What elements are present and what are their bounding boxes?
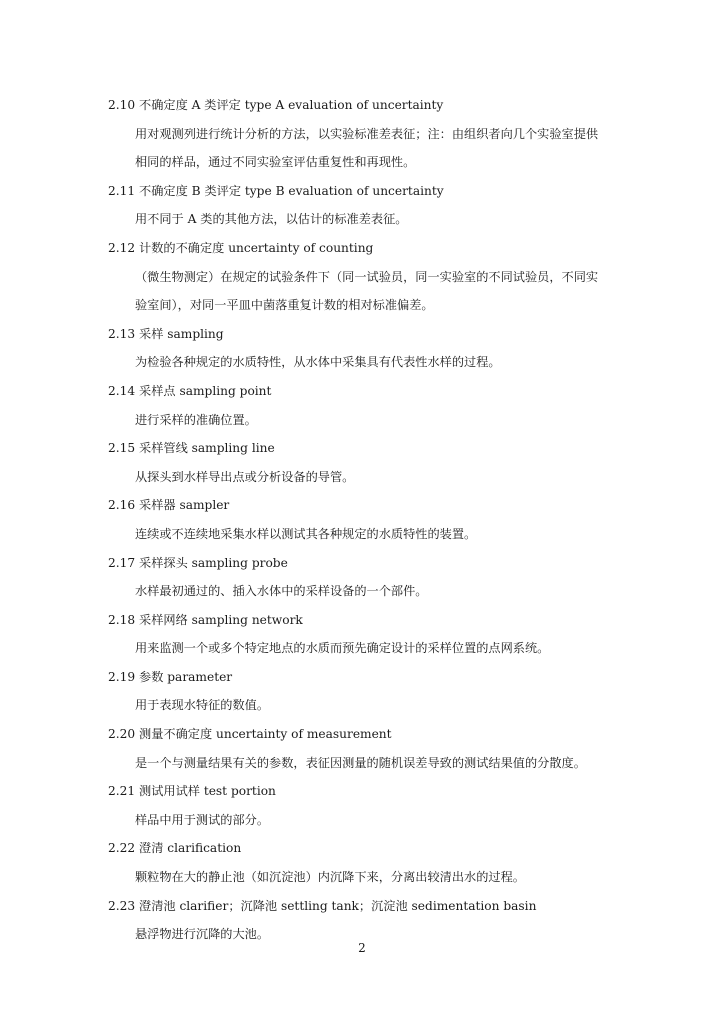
entry-heading: 2.11 不确定度 B 类评定 type B evaluation of uncertainty <box>108 183 444 198</box>
entry-heading: 2.22 澄清 clarification <box>108 841 242 856</box>
entry-definition-line: 用不同于 A 类的其他方法，以估计的标准差表征。 <box>135 212 408 227</box>
glossary-entry <box>108 549 628 606</box>
entry-definition-line: 水样最初通过的、插入水体中的采样设备的一个部件。 <box>135 584 428 599</box>
entry-heading: 2.13 采样 sampling <box>108 326 224 341</box>
entry-definition-line: 用来监测一个或多个特定地点的水质而预先确定设计的采样位置的点网系统。 <box>135 641 550 656</box>
entry-definition-line: 悬浮物进行沉降的大池。 <box>135 927 270 942</box>
entry-heading: 2.12 计数的不确定度 uncertainty of counting <box>108 240 374 255</box>
entry-heading: 2.23 澄清池 clarifier；沉降池 settling tank；沉淀池 sedimentation basin <box>108 898 537 913</box>
glossary-entry <box>108 606 628 663</box>
entry-heading: 2.19 参数 parameter <box>108 669 233 684</box>
glossary-entries <box>108 91 628 949</box>
glossary-entry <box>108 320 628 377</box>
entry-definition-line: 相同的样品，通过不同实验室评估重复性和再现性。 <box>135 155 416 170</box>
entry-heading: 2.20 测量不确定度 uncertainty of measurement <box>108 727 392 742</box>
glossary-entry <box>108 234 628 320</box>
entry-definition-line: 颗粒物在大的静止池（如沉淀池）内沉降下来，分离出较清出水的过程。 <box>135 870 525 885</box>
entry-definition-line: （微生物测定）在规定的试验条件下（同一试验员，同一实验室的不同试验员，不同实 <box>135 269 599 284</box>
entry-definition-line: 连续或不连续地采集水样以测试其各种规定的水质特性的装置。 <box>135 526 477 541</box>
entry-heading: 2.18 采样网络 sampling network <box>108 612 303 627</box>
entry-heading: 2.10 不确定度 A 类评定 type A evaluation of uncertainty <box>108 98 444 112</box>
glossary-entry <box>108 177 628 234</box>
entry-definition-line: 验室间），对同一平皿中菌落重复计数的相对标准偏差。 <box>135 298 434 313</box>
glossary-entry <box>108 720 628 777</box>
glossary-entry <box>108 377 628 434</box>
glossary-entry <box>108 91 628 177</box>
entry-definition-line: 从探头到水样导出点或分析设备的导管。 <box>135 469 355 484</box>
glossary-entry <box>108 491 628 548</box>
glossary-entry <box>108 777 628 834</box>
entry-definition-line: 进行采样的准确位置。 <box>135 412 257 427</box>
glossary-entry <box>108 434 628 491</box>
glossary-entry <box>108 663 628 720</box>
entry-definition-line: 为检验各种规定的水质特性，从水体中采集具有代表性水样的过程。 <box>135 355 501 370</box>
entry-heading: 2.15 采样管线 sampling line <box>108 441 275 456</box>
entry-heading: 2.16 采样器 sampler <box>108 498 230 513</box>
glossary-entry <box>108 834 628 891</box>
entry-definition-line: 用于表现水特征的数值。 <box>135 698 270 713</box>
entry-definition-line: 是一个与测量结果有关的参数，表征因测量的随机误差导致的测试结果值的分散度。 <box>135 755 586 770</box>
entry-heading: 2.21 测试用试样 test portion <box>108 784 276 799</box>
entry-heading: 2.17 采样探头 sampling probe <box>108 555 288 570</box>
entry-definition-line: 用对观测列进行统计分析的方法，以实验标准差表征；注：由组织者向几个实验室提供 <box>135 126 599 141</box>
entry-definition-line: 样品中用于测试的部分。 <box>135 812 270 827</box>
entry-heading: 2.14 采样点 sampling point <box>108 383 272 398</box>
page-number: 2 <box>358 941 366 955</box>
